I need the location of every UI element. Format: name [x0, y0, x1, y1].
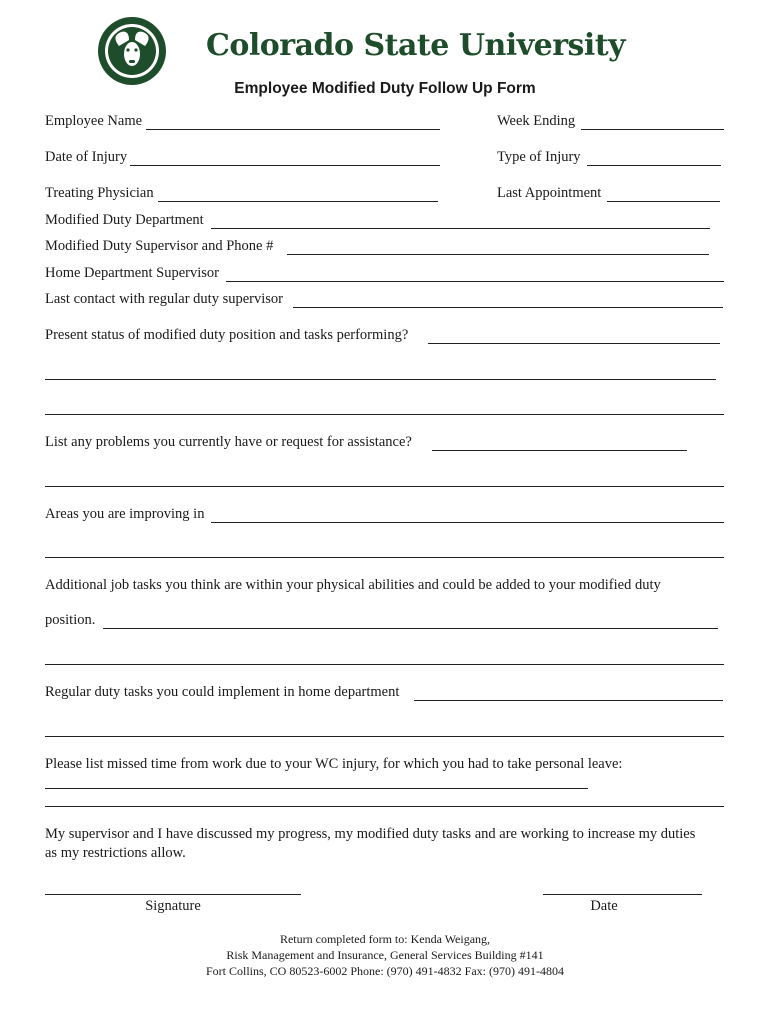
missed-time-line[interactable]: [45, 788, 588, 789]
footer-address: Fort Collins, CO 80523-6002 Phone: (970) 491-4832 Fax: (970) 491-4804: [206, 964, 564, 978]
footer-department: Risk Management and Insurance, General Services Building #141: [226, 948, 544, 962]
week-ending-label: Week Ending: [497, 113, 576, 129]
date-line[interactable]: [543, 894, 702, 895]
additional-tasks-line-2[interactable]: [45, 664, 724, 665]
university-name: Colorado State University: [206, 28, 626, 63]
modified-duty-supervisor-line[interactable]: [287, 254, 709, 255]
present-status-line[interactable]: [428, 343, 720, 344]
present-status-question: Present status of modified duty position and tasks performing?: [45, 327, 409, 343]
date-of-injury-line[interactable]: [130, 165, 440, 166]
additional-tasks-question-cont: position.: [45, 612, 96, 628]
date-of-injury-label: Date of Injury: [45, 149, 128, 165]
additional-tasks-line[interactable]: [103, 628, 718, 629]
regular-duty-line[interactable]: [414, 700, 723, 701]
additional-tasks-question: Additional job tasks you think are within your physical abilities and could be added to your modified duty: [45, 577, 661, 593]
problems-line-2[interactable]: [45, 486, 724, 487]
problems-question: List any problems you currently have or request for assistance?: [45, 434, 412, 450]
signature-line[interactable]: [45, 894, 301, 895]
present-status-line-3[interactable]: [45, 414, 724, 415]
problems-line[interactable]: [432, 450, 687, 451]
home-department-supervisor-label: Home Department Supervisor: [45, 265, 219, 281]
regular-duty-question: Regular duty tasks you could implement in home department: [45, 684, 400, 700]
missed-time-question: Please list missed time from work due to your WC injury, for which you had to take personal leave:: [45, 756, 623, 772]
home-department-supervisor-line[interactable]: [226, 281, 724, 282]
ram-head-icon: [97, 16, 167, 86]
improving-line[interactable]: [211, 522, 724, 523]
statement-text: My supervisor and I have discussed my progress, my modified duty tasks and are working to increase my duties: [45, 826, 696, 842]
signature-label: Signature: [145, 898, 201, 914]
footer-return-to: Return completed form to: Kenda Weigang,: [279, 932, 491, 946]
date-label: Date: [590, 898, 618, 914]
last-appointment-label: Last Appointment: [497, 185, 602, 201]
treating-physician-label: Treating Physician: [45, 185, 154, 201]
type-of-injury-label: Type of Injury: [497, 149, 581, 165]
improving-question: Areas you are improving in: [45, 506, 205, 522]
modified-duty-supervisor-label: Modified Duty Supervisor and Phone #: [45, 238, 274, 254]
type-of-injury-line[interactable]: [587, 165, 721, 166]
improving-line-2[interactable]: [45, 557, 724, 558]
employee-name-line[interactable]: [146, 129, 440, 130]
employee-name-label: Employee Name: [45, 113, 143, 129]
last-contact-label: Last contact with regular duty supervisor: [45, 291, 283, 307]
regular-duty-line-2[interactable]: [45, 736, 724, 737]
week-ending-line[interactable]: [581, 129, 724, 130]
form-title: Employee Modified Duty Follow Up Form: [234, 80, 536, 97]
statement-text-cont: as my restrictions allow.: [45, 845, 186, 861]
last-contact-line[interactable]: [293, 307, 723, 308]
last-appointment-line[interactable]: [607, 201, 720, 202]
treating-physician-line[interactable]: [158, 201, 438, 202]
present-status-line-2[interactable]: [45, 379, 716, 380]
modified-duty-department-line[interactable]: [211, 228, 710, 229]
missed-time-line-2[interactable]: [45, 806, 724, 807]
modified-duty-department-label: Modified Duty Department: [45, 212, 204, 228]
